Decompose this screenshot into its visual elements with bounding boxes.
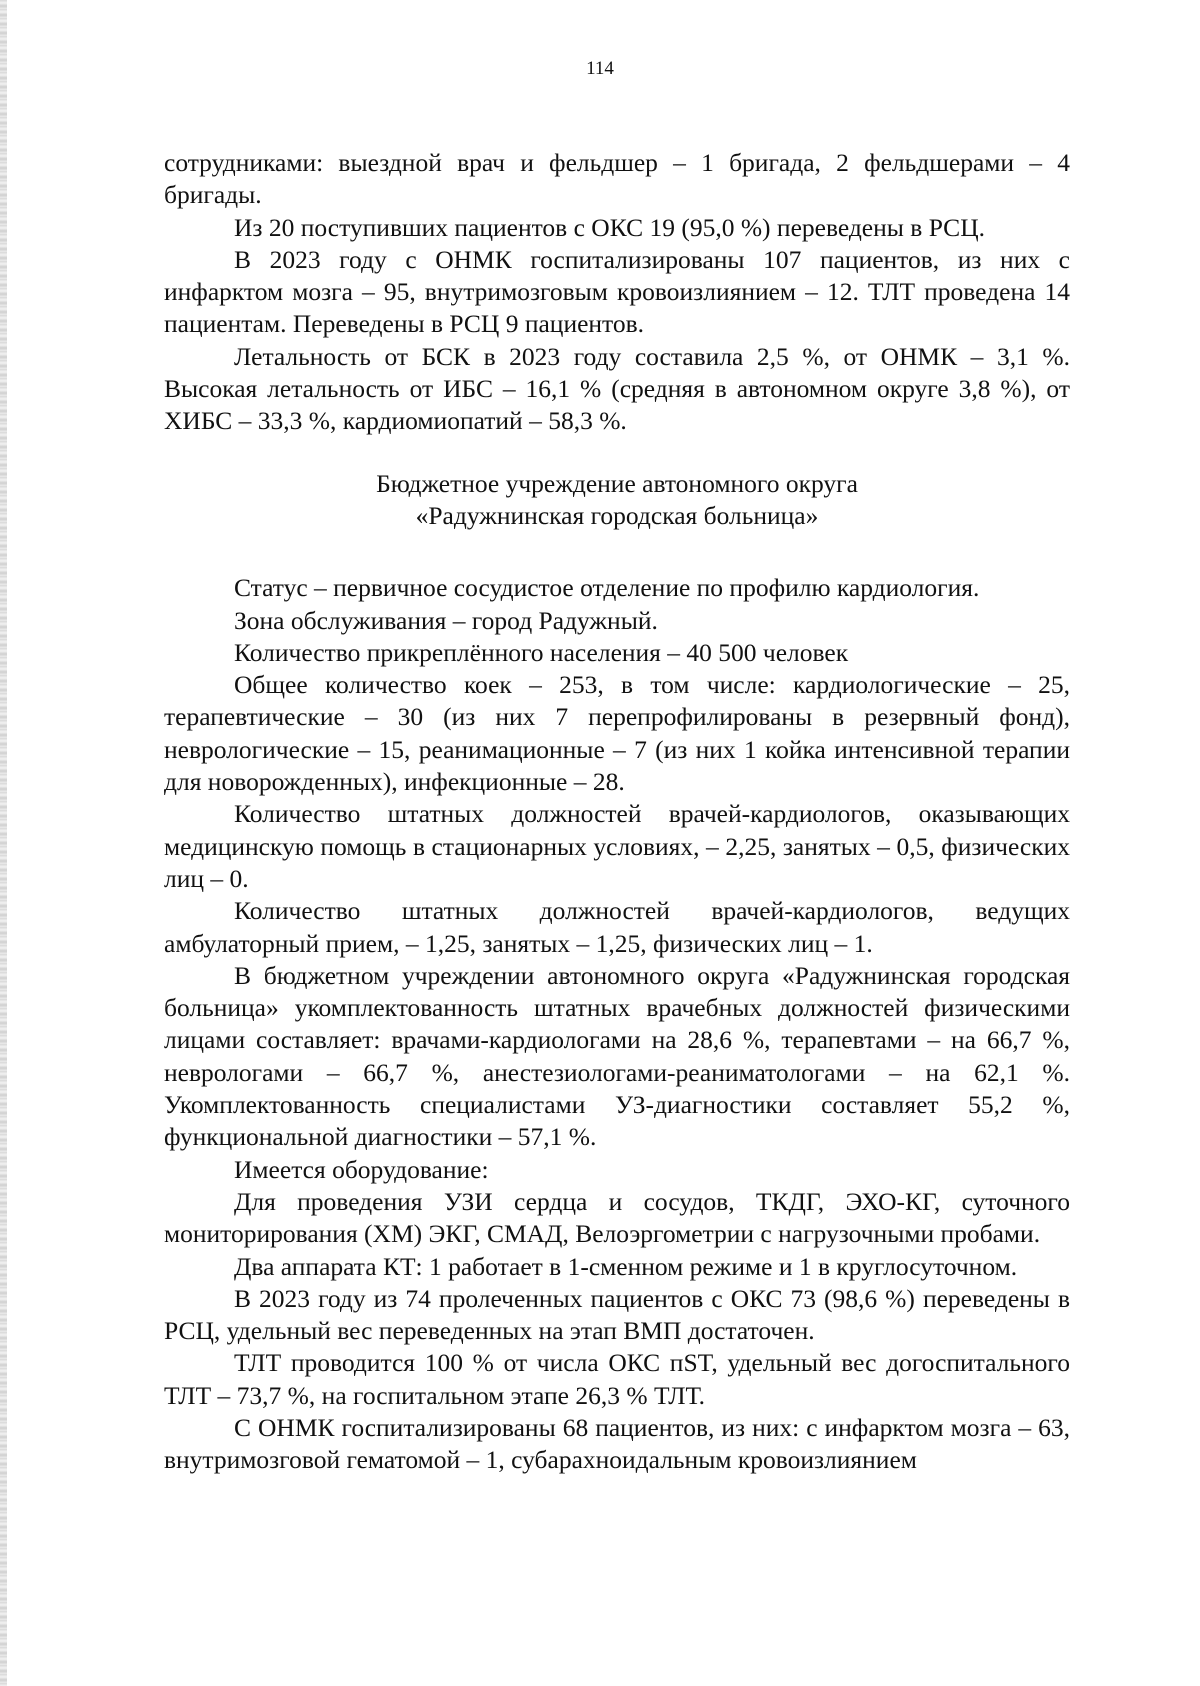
paragraph-tlt: ТЛТ проводится 100 % от числа ОКС пST, удельный вес догоспитального ТЛТ – 73,7 %, на госпитальном этапе 26,3 % ТЛТ. (164, 1348, 1070, 1410)
document-body (164, 147, 1070, 1477)
scan-edge-artifact (0, 0, 7, 1686)
paragraph-service-zone: Зона обслуживания – город Радужный. (234, 605, 658, 635)
paragraph-equipment-intro: Имеется оборудование: (234, 1154, 489, 1184)
paragraph-oks-2023: В 2023 году из 74 пролеченных пациентов с ОКС 73 (98,6 %) переведены в РСЦ, удельный вес переведенных на этап ВМП достаточен. (164, 1283, 1070, 1346)
paragraph-equipment-ct: Два аппарата КТ: 1 работает в 1-сменном режиме и 1 в круглосуточном. (234, 1251, 1018, 1281)
page-number: 114 (586, 58, 614, 79)
section-heading-line1: Бюджетное учреждение автономного округа (376, 468, 858, 498)
paragraph-mortality: Летальность от БСК в 2023 году составила 2,5 %, от ОНМК – 3,1 %. Высокая летальность от ИБС – 16,1 % (средняя в автономном округе 3,8 %), от ХИБС – 33,3 %, кардиомиопатий – 58,3 %. (164, 341, 1070, 436)
paragraph-population: Количество прикреплённого населения – 40 500 человек (234, 637, 849, 667)
paragraph-brigades: сотрудниками: выездной врач и фельдшер – 1 бригада, 2 фельдшерами – 4 бригады. (164, 148, 1070, 210)
section-heading-line2: «Радужнинская городская больница» (415, 500, 819, 530)
paragraph-oks-transferred: Из 20 поступивших пациентов с ОКС 19 (95,0 %) переведены в РСЦ. (234, 212, 985, 242)
paragraph-status: Статус – первичное сосудистое отделение по профилю кардиология. (234, 573, 980, 603)
paragraph-onmk-2023: В 2023 году с ОНМК госпитализированы 107 пациентов, из них с инфарктом мозга – 95, внутримозговым кровоизлиянием – 12. ТЛТ проведена 14 пациентам. Переведены в РСЦ 9 пациентов. (164, 244, 1070, 339)
paragraph-beds: Общее количество коек – 253, в том числе: кардиологические – 25, терапевтические – 30 (из них 7 перепрофилированы в резервный фонд), неврологические – 15, реанимационные – 7 (из них 1 койка интенсивной терапии для новорожденных), инфекционные – 28. (164, 670, 1070, 797)
paragraph-equipment-uzi: Для проведения УЗИ сердца и сосудов, ТКДГ, ЭХО-КГ, суточного мониторирования (ХМ) ЭКГ, СМАД, Велоэргометрии с нагрузочными пробами. (164, 1186, 1070, 1249)
paragraph-onmk-hospitalized: С ОНМК госпитализированы 68 пациентов, из них: с инфарктом мозга – 63, внутримозговой гематомой – 1, субарахноидальным кровоизлиянием (164, 1412, 1070, 1475)
paragraph-staffing: В бюджетном учреждении автономного округа «Радужнинская городская больница» укомплектованность штатных врачебных должностей физическими лицами составляет: врачами-кардиологами на 28,6 %, терапевтами – на 66,7 %, неврологами – 66,7 %, анестезиологами-реаниматологами – на 62,1 %. Укомплектованность специалистами УЗ-диагностики составляет 55,2 %, функциональной диагностики – 57,1 %. (164, 960, 1070, 1152)
paragraph-inpatient-cardiologists: Количество штатных должностей врачей-кардиологов, оказывающих медицинскую помощь в стационарных условиях, – 2,25, занятых – 0,5, физических лиц – 0. (164, 799, 1070, 893)
paragraph-outpatient-cardiologists: Количество штатных должностей врачей-кардиологов, ведущих амбулаторный прием, – 1,25, занятых – 1,25, физических лиц – 1. (164, 896, 1070, 958)
